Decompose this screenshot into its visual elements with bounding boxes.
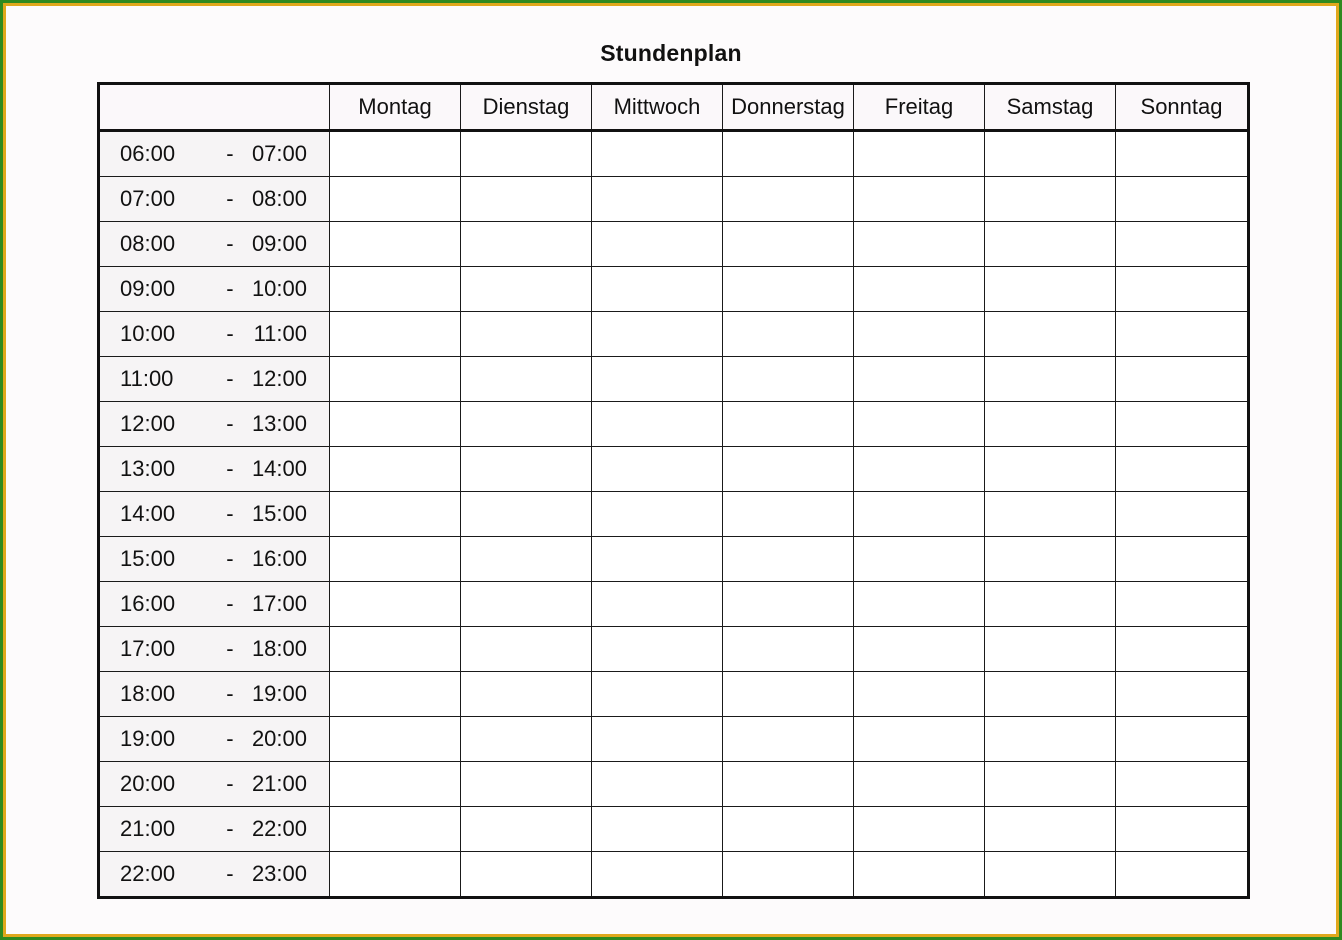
table-row bbox=[99, 852, 1249, 898]
table-row bbox=[99, 582, 1249, 627]
timetable-body bbox=[99, 131, 1249, 898]
schedule-cell-freitag[interactable] bbox=[854, 762, 985, 807]
slot-separator: - bbox=[226, 186, 234, 211]
header-row bbox=[99, 84, 1249, 131]
slot-end-time: 23:00 bbox=[251, 861, 307, 886]
schedule-cell-donnerstag[interactable] bbox=[723, 537, 854, 582]
table-row bbox=[99, 672, 1249, 717]
schedule-cell-mittwoch[interactable] bbox=[592, 222, 723, 267]
schedule-cell-freitag[interactable] bbox=[854, 312, 985, 357]
schedule-cell-montag[interactable] bbox=[330, 177, 461, 222]
schedule-cell-mittwoch[interactable] bbox=[592, 852, 723, 898]
slot-separator: - bbox=[226, 681, 234, 706]
slot-separator: - bbox=[226, 546, 234, 571]
schedule-cell-mittwoch[interactable] bbox=[592, 402, 723, 447]
time-slot-cell bbox=[99, 717, 330, 762]
schedule-cell-samstag[interactable] bbox=[985, 447, 1116, 492]
schedule-cell-montag[interactable] bbox=[330, 312, 461, 357]
schedule-cell-sonntag[interactable] bbox=[1116, 627, 1249, 672]
schedule-cell-donnerstag[interactable] bbox=[723, 807, 854, 852]
schedule-cell-montag[interactable] bbox=[330, 582, 461, 627]
schedule-cell-donnerstag[interactable] bbox=[723, 492, 854, 537]
schedule-cell-dienstag[interactable] bbox=[461, 537, 592, 582]
day-header-dienstag: Dienstag bbox=[461, 84, 592, 131]
slot-separator: - bbox=[226, 231, 234, 256]
slot-end-time: 21:00 bbox=[251, 771, 307, 796]
schedule-cell-mittwoch[interactable] bbox=[592, 582, 723, 627]
schedule-cell-sonntag[interactable] bbox=[1116, 222, 1249, 267]
slot-start-time: 10:00 bbox=[120, 321, 176, 346]
schedule-cell-montag[interactable] bbox=[330, 402, 461, 447]
schedule-cell-donnerstag[interactable] bbox=[723, 582, 854, 627]
schedule-cell-freitag[interactable] bbox=[854, 402, 985, 447]
slot-start-time: 08:00 bbox=[120, 231, 176, 256]
schedule-cell-donnerstag[interactable] bbox=[723, 852, 854, 898]
schedule-cell-donnerstag[interactable] bbox=[723, 131, 854, 177]
day-header-samstag: Samstag bbox=[985, 84, 1116, 131]
schedule-cell-montag[interactable] bbox=[330, 762, 461, 807]
slot-start-time: 12:00 bbox=[120, 411, 176, 436]
time-slot-cell bbox=[99, 447, 330, 492]
time-slot-cell bbox=[99, 537, 330, 582]
schedule-cell-dienstag[interactable] bbox=[461, 582, 592, 627]
schedule-cell-sonntag[interactable] bbox=[1116, 312, 1249, 357]
slot-separator: - bbox=[226, 726, 234, 751]
schedule-cell-freitag[interactable] bbox=[854, 717, 985, 762]
table-row bbox=[99, 357, 1249, 402]
schedule-cell-samstag[interactable] bbox=[985, 312, 1116, 357]
slot-end-time: 12:00 bbox=[251, 366, 307, 391]
schedule-cell-freitag[interactable] bbox=[854, 222, 985, 267]
slot-separator: - bbox=[226, 141, 234, 166]
page-title: Stundenplan bbox=[600, 40, 742, 66]
schedule-cell-montag[interactable] bbox=[330, 537, 461, 582]
corner-cell bbox=[99, 84, 330, 131]
time-slot-cell bbox=[99, 627, 330, 672]
schedule-cell-sonntag[interactable] bbox=[1116, 492, 1249, 537]
slot-start-time: 09:00 bbox=[120, 276, 176, 301]
slot-start-time: 16:00 bbox=[120, 591, 176, 616]
schedule-cell-mittwoch[interactable] bbox=[592, 717, 723, 762]
slot-end-time: 07:00 bbox=[251, 141, 307, 166]
schedule-cell-mittwoch[interactable] bbox=[592, 627, 723, 672]
schedule-cell-dienstag[interactable] bbox=[461, 852, 592, 898]
schedule-cell-dienstag[interactable] bbox=[461, 807, 592, 852]
schedule-cell-freitag[interactable] bbox=[854, 807, 985, 852]
schedule-cell-mittwoch[interactable] bbox=[592, 267, 723, 312]
slot-start-time: 14:00 bbox=[120, 501, 176, 526]
slot-end-time: 16:00 bbox=[251, 546, 307, 571]
schedule-cell-donnerstag[interactable] bbox=[723, 627, 854, 672]
schedule-cell-dienstag[interactable] bbox=[461, 672, 592, 717]
time-slot-cell bbox=[99, 582, 330, 627]
schedule-cell-mittwoch[interactable] bbox=[592, 312, 723, 357]
day-header-sonntag: Sonntag bbox=[1116, 84, 1249, 131]
slot-end-time: 10:00 bbox=[251, 276, 307, 301]
schedule-cell-donnerstag[interactable] bbox=[723, 177, 854, 222]
day-header-donnerstag: Donnerstag bbox=[723, 84, 854, 131]
schedule-cell-dienstag[interactable] bbox=[461, 717, 592, 762]
time-slot-cell bbox=[99, 177, 330, 222]
time-slot-cell bbox=[99, 131, 330, 177]
table-row bbox=[99, 312, 1249, 357]
slot-end-time: 17:00 bbox=[251, 591, 307, 616]
time-slot-cell bbox=[99, 672, 330, 717]
slot-start-time: 06:00 bbox=[120, 141, 176, 166]
schedule-cell-montag[interactable] bbox=[330, 852, 461, 898]
schedule-cell-dienstag[interactable] bbox=[461, 492, 592, 537]
schedule-cell-samstag[interactable] bbox=[985, 131, 1116, 177]
time-slot-cell bbox=[99, 492, 330, 537]
schedule-cell-donnerstag[interactable] bbox=[723, 267, 854, 312]
table-row bbox=[99, 492, 1249, 537]
schedule-cell-mittwoch[interactable] bbox=[592, 447, 723, 492]
schedule-cell-montag[interactable] bbox=[330, 222, 461, 267]
schedule-cell-donnerstag[interactable] bbox=[723, 312, 854, 357]
timetable bbox=[97, 82, 1250, 899]
slot-end-time: 13:00 bbox=[251, 411, 307, 436]
schedule-cell-donnerstag[interactable] bbox=[723, 762, 854, 807]
schedule-cell-freitag[interactable] bbox=[854, 852, 985, 898]
schedule-cell-samstag[interactable] bbox=[985, 267, 1116, 312]
schedule-cell-dienstag[interactable] bbox=[461, 357, 592, 402]
table-row bbox=[99, 447, 1249, 492]
schedule-cell-freitag[interactable] bbox=[854, 131, 985, 177]
day-header-mittwoch: Mittwoch bbox=[592, 84, 723, 131]
schedule-cell-freitag[interactable] bbox=[854, 492, 985, 537]
schedule-cell-samstag[interactable] bbox=[985, 222, 1116, 267]
schedule-cell-samstag[interactable] bbox=[985, 672, 1116, 717]
slot-end-time: 15:00 bbox=[251, 501, 307, 526]
schedule-cell-mittwoch[interactable] bbox=[592, 492, 723, 537]
slot-separator: - bbox=[226, 501, 234, 526]
schedule-cell-freitag[interactable] bbox=[854, 267, 985, 312]
schedule-cell-montag[interactable] bbox=[330, 672, 461, 717]
schedule-cell-sonntag[interactable] bbox=[1116, 762, 1249, 807]
schedule-cell-samstag[interactable] bbox=[985, 762, 1116, 807]
slot-start-time: 07:00 bbox=[120, 186, 176, 211]
slot-end-time: 18:00 bbox=[251, 636, 307, 661]
schedule-cell-freitag[interactable] bbox=[854, 357, 985, 402]
schedule-cell-freitag[interactable] bbox=[854, 177, 985, 222]
schedule-cell-montag[interactable] bbox=[330, 492, 461, 537]
schedule-cell-freitag[interactable] bbox=[854, 672, 985, 717]
schedule-cell-dienstag[interactable] bbox=[461, 762, 592, 807]
slot-end-time: 14:00 bbox=[251, 456, 307, 481]
slot-end-time: 22:00 bbox=[251, 816, 307, 841]
table-row bbox=[99, 222, 1249, 267]
slot-separator: - bbox=[226, 276, 234, 301]
schedule-cell-sonntag[interactable] bbox=[1116, 672, 1249, 717]
schedule-cell-sonntag[interactable] bbox=[1116, 177, 1249, 222]
schedule-cell-freitag[interactable] bbox=[854, 447, 985, 492]
schedule-cell-dienstag[interactable] bbox=[461, 131, 592, 177]
schedule-cell-mittwoch[interactable] bbox=[592, 131, 723, 177]
day-header-freitag: Freitag bbox=[854, 84, 985, 131]
schedule-cell-mittwoch[interactable] bbox=[592, 537, 723, 582]
schedule-cell-samstag[interactable] bbox=[985, 807, 1116, 852]
schedule-cell-freitag[interactable] bbox=[854, 582, 985, 627]
time-slot-cell bbox=[99, 762, 330, 807]
slot-start-time: 19:00 bbox=[120, 726, 176, 751]
schedule-cell-mittwoch[interactable] bbox=[592, 177, 723, 222]
schedule-cell-samstag[interactable] bbox=[985, 177, 1116, 222]
slot-start-time: 21:00 bbox=[120, 816, 176, 841]
schedule-cell-samstag[interactable] bbox=[985, 717, 1116, 762]
schedule-cell-montag[interactable] bbox=[330, 447, 461, 492]
schedule-cell-samstag[interactable] bbox=[985, 492, 1116, 537]
schedule-cell-freitag[interactable] bbox=[854, 537, 985, 582]
schedule-cell-freitag[interactable] bbox=[854, 627, 985, 672]
schedule-cell-samstag[interactable] bbox=[985, 357, 1116, 402]
day-header-montag: Montag bbox=[330, 84, 461, 131]
slot-end-time: 11:00 bbox=[253, 321, 307, 346]
table-row bbox=[99, 627, 1249, 672]
schedule-cell-montag[interactable] bbox=[330, 267, 461, 312]
slot-separator: - bbox=[226, 771, 234, 796]
schedule-cell-montag[interactable] bbox=[330, 627, 461, 672]
schedule-cell-montag[interactable] bbox=[330, 131, 461, 177]
schedule-cell-dienstag[interactable] bbox=[461, 267, 592, 312]
slot-start-time: 15:00 bbox=[120, 546, 176, 571]
slot-start-time: 18:00 bbox=[120, 681, 176, 706]
schedule-cell-mittwoch[interactable] bbox=[592, 672, 723, 717]
schedule-cell-samstag[interactable] bbox=[985, 537, 1116, 582]
slot-end-time: 19:00 bbox=[251, 681, 307, 706]
schedule-cell-mittwoch[interactable] bbox=[592, 807, 723, 852]
slot-separator: - bbox=[226, 816, 234, 841]
table-row bbox=[99, 537, 1249, 582]
slot-start-time: 17:00 bbox=[120, 636, 176, 661]
schedule-cell-samstag[interactable] bbox=[985, 852, 1116, 898]
time-slot-cell bbox=[99, 312, 330, 357]
table-row bbox=[99, 131, 1249, 177]
schedule-cell-samstag[interactable] bbox=[985, 627, 1116, 672]
schedule-cell-dienstag[interactable] bbox=[461, 402, 592, 447]
time-slot-cell bbox=[99, 357, 330, 402]
slot-separator: - bbox=[226, 636, 234, 661]
slot-separator: - bbox=[226, 861, 234, 886]
schedule-cell-donnerstag[interactable] bbox=[723, 717, 854, 762]
slot-end-time: 09:00 bbox=[251, 231, 307, 256]
slot-start-time: 13:00 bbox=[120, 456, 176, 481]
slot-separator: - bbox=[226, 456, 234, 481]
schedule-cell-sonntag[interactable] bbox=[1116, 717, 1249, 762]
time-slot-cell bbox=[99, 852, 330, 898]
schedule-cell-donnerstag[interactable] bbox=[723, 222, 854, 267]
slot-separator: - bbox=[226, 411, 234, 436]
schedule-cell-dienstag[interactable] bbox=[461, 447, 592, 492]
slot-separator: - bbox=[226, 366, 234, 391]
schedule-cell-dienstag[interactable] bbox=[461, 627, 592, 672]
schedule-cell-sonntag[interactable] bbox=[1116, 537, 1249, 582]
slot-start-time: 11:00 bbox=[120, 366, 174, 391]
table-row bbox=[99, 762, 1249, 807]
schedule-cell-montag[interactable] bbox=[330, 717, 461, 762]
slot-separator: - bbox=[226, 591, 234, 616]
schedule-cell-sonntag[interactable] bbox=[1116, 267, 1249, 312]
slot-end-time: 20:00 bbox=[251, 726, 307, 751]
schedule-cell-donnerstag[interactable] bbox=[723, 672, 854, 717]
schedule-cell-sonntag[interactable] bbox=[1116, 807, 1249, 852]
time-slot-cell bbox=[99, 267, 330, 312]
time-slot-cell bbox=[99, 222, 330, 267]
time-slot-cell bbox=[99, 402, 330, 447]
table-row bbox=[99, 807, 1249, 852]
slot-start-time: 22:00 bbox=[120, 861, 176, 886]
schedule-cell-samstag[interactable] bbox=[985, 582, 1116, 627]
schedule-cell-donnerstag[interactable] bbox=[723, 402, 854, 447]
table-row bbox=[99, 717, 1249, 762]
schedule-cell-sonntag[interactable] bbox=[1116, 447, 1249, 492]
slot-start-time: 20:00 bbox=[120, 771, 176, 796]
schedule-cell-donnerstag[interactable] bbox=[723, 357, 854, 402]
table-row bbox=[99, 177, 1249, 222]
schedule-cell-sonntag[interactable] bbox=[1116, 582, 1249, 627]
schedule-cell-sonntag[interactable] bbox=[1116, 852, 1249, 898]
schedule-cell-dienstag[interactable] bbox=[461, 312, 592, 357]
schedule-cell-mittwoch[interactable] bbox=[592, 762, 723, 807]
schedule-cell-sonntag[interactable] bbox=[1116, 402, 1249, 447]
schedule-cell-donnerstag[interactable] bbox=[723, 447, 854, 492]
time-slot-cell bbox=[99, 807, 330, 852]
schedule-cell-samstag[interactable] bbox=[985, 402, 1116, 447]
schedule-cell-dienstag[interactable] bbox=[461, 222, 592, 267]
schedule-cell-montag[interactable] bbox=[330, 807, 461, 852]
table-row bbox=[99, 402, 1249, 447]
slot-end-time: 08:00 bbox=[251, 186, 307, 211]
table-row bbox=[99, 267, 1249, 312]
schedule-cell-dienstag[interactable] bbox=[461, 177, 592, 222]
slot-separator: - bbox=[226, 321, 234, 346]
schedule-cell-sonntag[interactable] bbox=[1116, 131, 1249, 177]
schedule-cell-montag[interactable] bbox=[330, 357, 461, 402]
schedule-cell-sonntag[interactable] bbox=[1116, 357, 1249, 402]
schedule-cell-mittwoch[interactable] bbox=[592, 357, 723, 402]
